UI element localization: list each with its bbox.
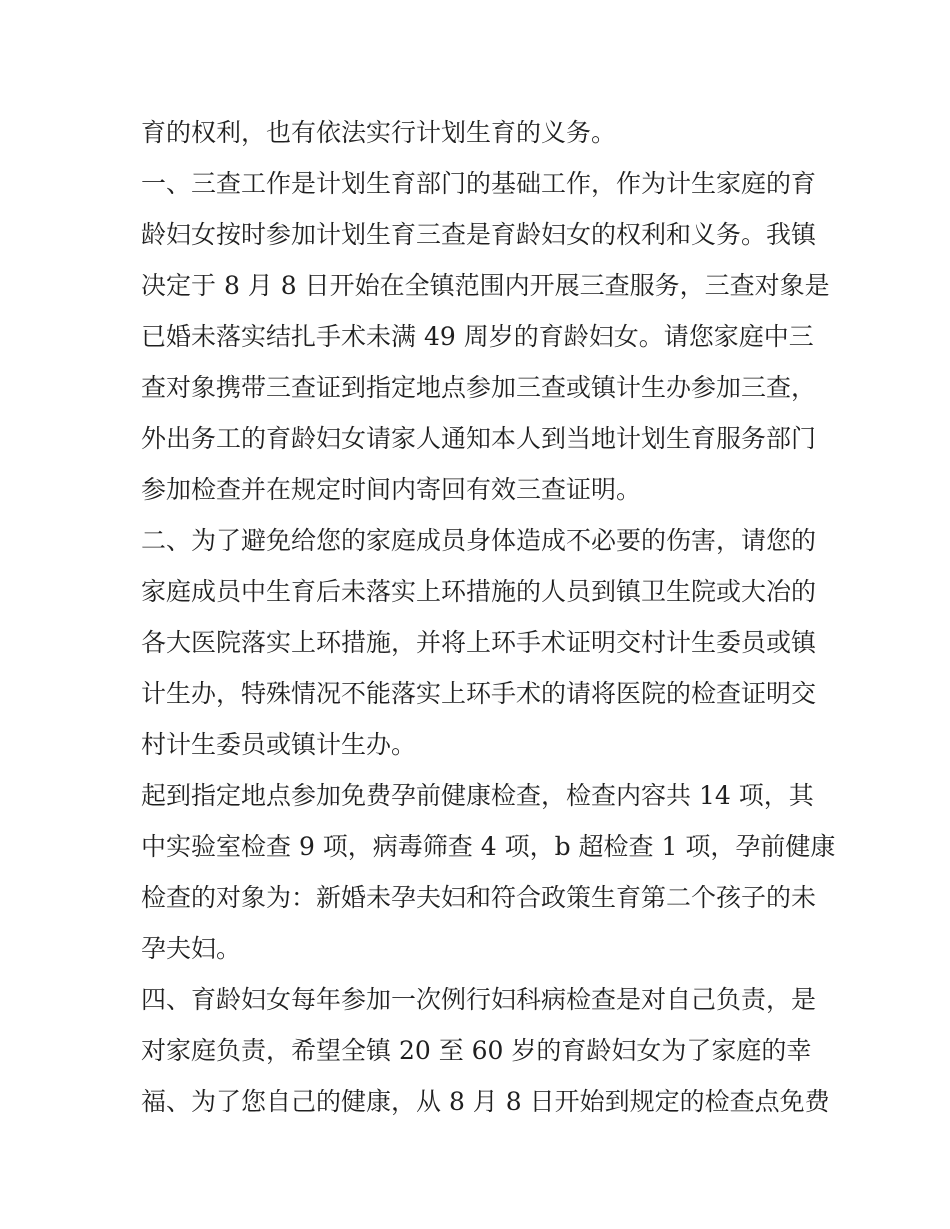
text-line: 四、育龄妇女每年参加一次例行妇科病检查是对自己负责，是 [141, 985, 817, 1014]
text-line: 育的权利，也有依法实行计划生育的义务。 [141, 118, 617, 147]
document-body [141, 107, 836, 1127]
text-line: 家庭成员中生育后未落实上环措施的人员到镇卫生院或大冶的 [141, 577, 817, 606]
text-line: 对家庭负责，希望全镇 20 至 60 岁的育龄妇女为了家庭的幸 [141, 1036, 812, 1065]
text-line: 村计生委员或镇计生办。 [141, 730, 417, 759]
text-line: 福、为了您自己的健康，从 8 月 8 日开始到规定的检查点免费 [141, 1087, 830, 1116]
text-line: 检查的对象为：新婚未孕夫妇和符合政策生育第二个孩子的未 [141, 883, 817, 912]
text-line: 起到指定地点参加免费孕前健康检查，检查内容共 14 项，其 [141, 781, 814, 810]
text-line: 一、三查工作是计划生育部门的基础工作，作为计生家庭的育 [141, 169, 817, 198]
text-line: 查对象携带三查证到指定地点参加三查或镇计生办参加三查， [141, 373, 817, 402]
text-line: 各大医院落实上环措施，并将上环手术证明交村计生委员或镇 [141, 628, 817, 657]
text-line: 外出务工的育龄妇女请家人通知本人到当地计划生育服务部门 [141, 424, 817, 453]
text-line: 已婚未落实结扎手术未满 49 周岁的育龄妇女。请您家庭中三 [141, 322, 814, 351]
text-line: 龄妇女按时参加计划生育三查是育龄妇女的权利和义务。我镇 [141, 220, 817, 249]
text-line: 孕夫妇。 [141, 934, 242, 963]
text-line: 决定于 8 月 8 日开始在全镇范围内开展三查服务，三查对象是 [141, 271, 830, 300]
text-line: 二、为了避免给您的家庭成员身体造成不必要的伤害，请您的 [141, 526, 817, 555]
text-line: 中实验室检查 9 项，病毒筛查 4 项，b 超检查 1 项，孕前健康 [141, 832, 836, 861]
text-line: 参加检查并在规定时间内寄回有效三查证明。 [141, 475, 642, 504]
text-line: 计生办，特殊情况不能落实上环手术的请将医院的检查证明交 [141, 679, 817, 708]
